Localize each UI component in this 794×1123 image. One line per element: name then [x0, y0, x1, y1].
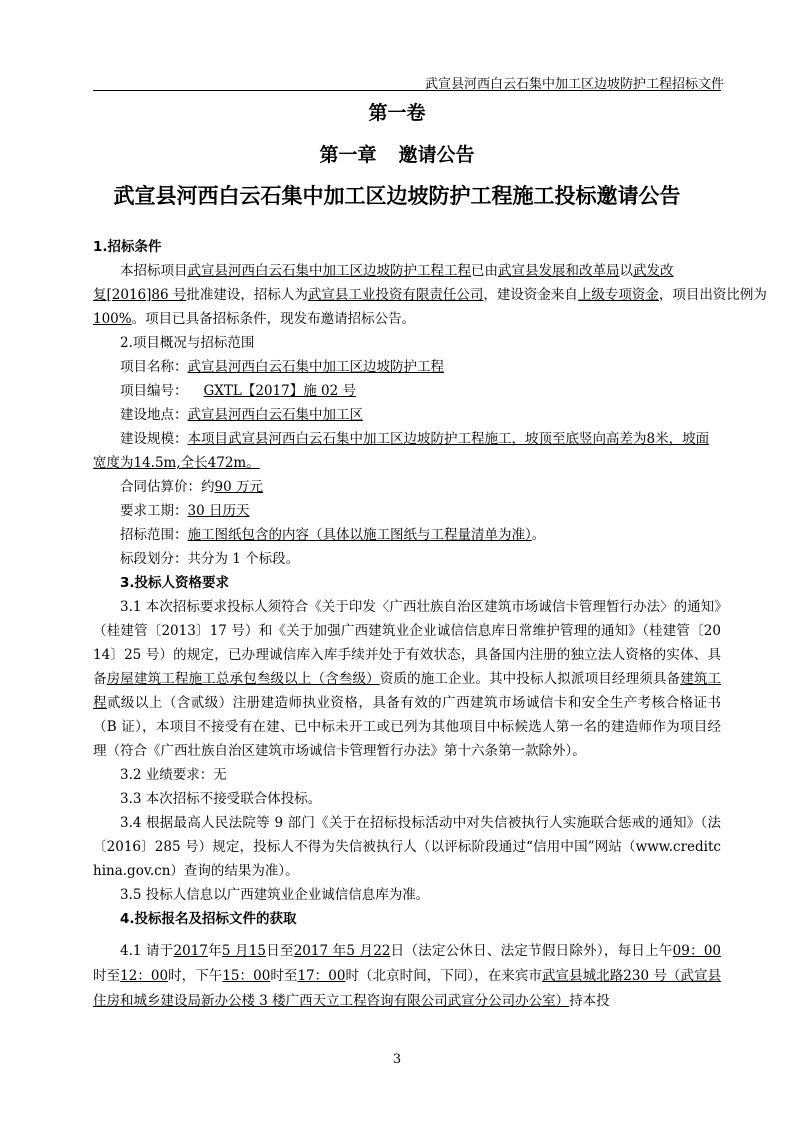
- running-header: 武宣县河西白云石集中加工区边坡防护工程招标文件: [424, 77, 724, 92]
- section-heading: 1.招标条件: [93, 239, 162, 255]
- paragraph-3-2: 3.2 业绩要求：无: [120, 767, 227, 783]
- field-cost: 合同估算价：约90 万元: [120, 479, 263, 495]
- field-site: 建设地点：武宣县河西白云石集中加工区: [120, 407, 363, 423]
- paragraph-3-5: 3.5 投标人信息以广西建筑业企业诚信信息库为准。: [120, 887, 430, 903]
- paragraph-3-4: 3.4 根据最高人民法院等 9 部门《关于在招标投标活动中对失信被执行人实施联合惩戒的通知》（法〔2016〕285 号）规定，投标人不得为失信被执行人（以评标阶段通过“信用中国”网站（www.creditchina.gov.cn）查询的结果为准）。: [93, 815, 721, 879]
- volume-title: 第一卷: [368, 102, 426, 124]
- document-body: [93, 235, 767, 1014]
- field-duration: 要求工期：30 日历天: [120, 503, 250, 519]
- field-lots: 标段划分：共分为 1 个标段。: [120, 551, 300, 567]
- paragraph-line: 100%。项目已具备招标条件，现发布邀请招标公告。: [93, 311, 416, 327]
- header-rule: [93, 90, 721, 91]
- page-number: 3: [392, 1052, 402, 1067]
- field-scale: 建设规模：本项目武宣县河西白云石集中加工区边坡防护工程施工，坡顶至底竖向高差为8米，坡面宽度为14.5m,全长472m。: [93, 431, 710, 471]
- chapter-title: [0, 140, 794, 167]
- section-heading: 3.投标人资格要求: [120, 575, 230, 591]
- chapter-name: 邀请公告: [398, 144, 475, 166]
- paragraph-3-1: 3.1 本次招标要求投标人须符合《关于印发〈广西壮族自治区建筑市场诚信卡管理暂行办法〉的通知》（桂建管〔2013〕17 号）和《关于加强广西建筑业企业诚信信息库日常维护管理的通知》（桂建管〔2014〕25 号）的规定，已办理诚信库入库手续并处于有效状态，具备国内注册的独立法人资格的实体、具备房屋建筑工程施工总承包叁级以上（含叁级）资质的施工企业。其中投标人拟派项目经理须具备建筑工程贰级以上（含贰级）注册建造师执业资格，具备有效的广西建筑市场诚信卡和安全生产考核合格证书（B 证），本项目不接受有在建、已中标未开工或已列为其他项目中标候选人第一名的建造师作为项目经理（符合《广西壮族自治区建筑市场诚信卡管理暂行办法》第十六条第一款除外）。: [93, 599, 722, 759]
- chapter-number: 第一章: [319, 144, 377, 166]
- field-project-number: 项目编号： GXTL【2017】施 02 号: [120, 383, 356, 399]
- announcement-title: 武宣县河西白云石集中加工区边坡防护工程施工投标邀请公告: [113, 183, 681, 208]
- paragraph-4-1: 4.1 请于2017年5 月15日至2017 年5 月22日（法定公休日、法定节假日除外），每日上午09：00时至12：00时，下午15：00时至17：00时（北京时间，下同），在来宾市武宣县城北路230 号（武宣县住房和城乡建设局新办公楼 3 楼广西天立工程咨询有限公司武宣分公司办公室）持本投: [93, 943, 722, 1009]
- section-heading: 4.投标报名及招标文件的获取: [120, 911, 297, 927]
- field-project-name: 项目名称：武宣县河西白云石集中加工区边坡防护工程: [120, 359, 444, 375]
- field-scope: 招标范围：施工图纸包含的内容（具体以施工图纸与工程量清单为准）。: [120, 527, 546, 543]
- section-heading: 2.项目概况与招标范围: [120, 335, 255, 351]
- paragraph-3-3: 3.3 本次招标不接受联合体投标。: [120, 791, 322, 807]
- paragraph-line: 本招标项目武宣县河西白云石集中加工区边坡防护工程工程已由武宣县发展和改革局以武发改: [120, 263, 674, 279]
- paragraph-line: 复[2016]86 号批准建设，招标人为武宣县工业投资有限责任公司，建设资金来自上级专项资金，项目出资比例为: [93, 287, 767, 303]
